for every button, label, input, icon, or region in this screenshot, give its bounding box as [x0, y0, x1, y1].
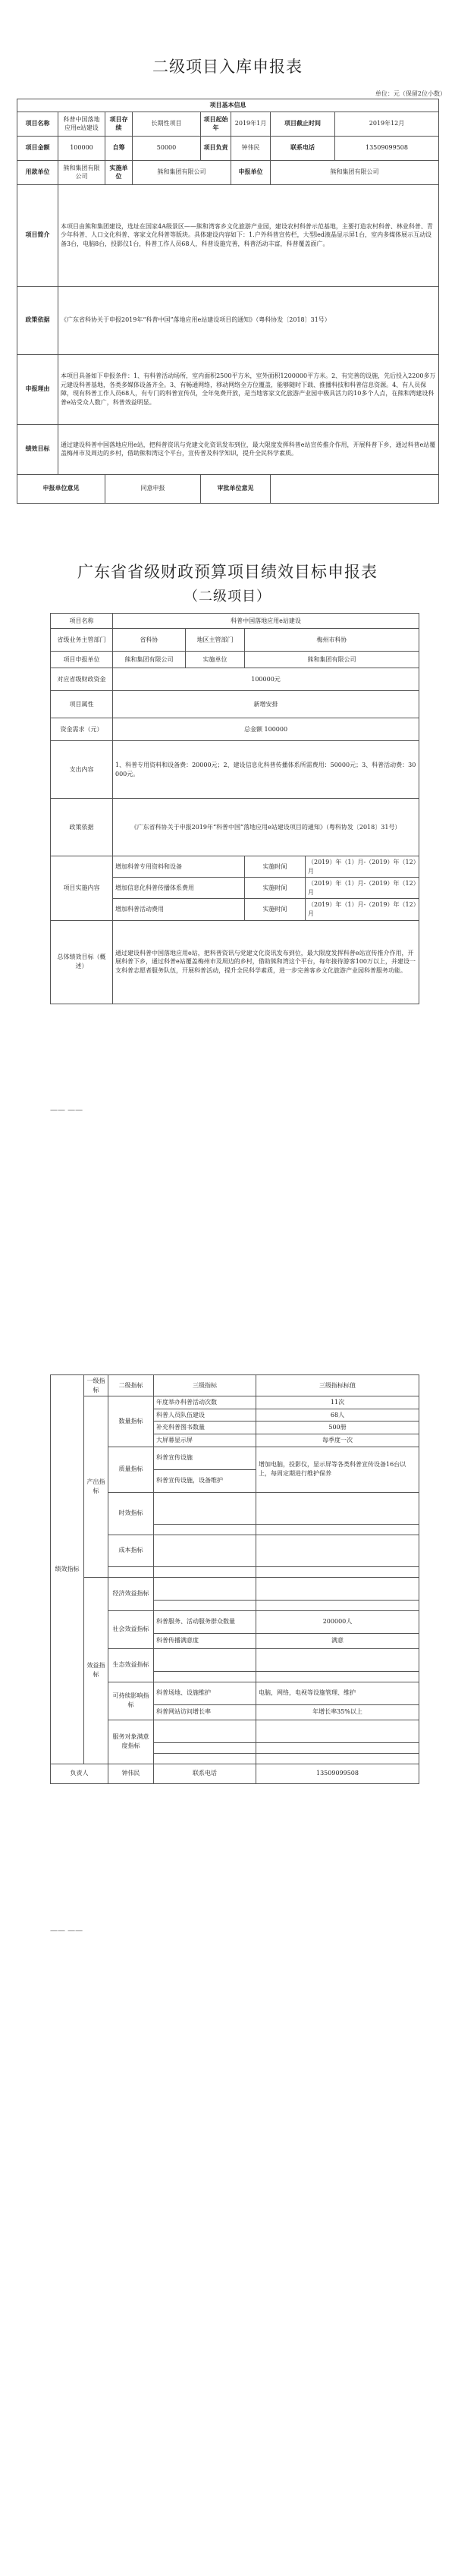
unit-label: 用款单位 [17, 160, 58, 184]
output-label: 产出指标 [84, 1396, 108, 1577]
amount-label: 项目金额 [17, 136, 58, 160]
intro-label: 项目简介 [17, 184, 58, 286]
end-label: 项目截止时间 [271, 112, 335, 136]
indicator-key: 大屏幕显示屏 [154, 1434, 256, 1447]
exec-value: 熊和集团有限公司 [133, 160, 231, 184]
contact-label: 负责人 [51, 1764, 108, 1783]
apply-label: 申报单位 [231, 160, 271, 184]
apply-value: 熊和集团有限公司 [271, 160, 439, 184]
reason-label: 申报理由 [17, 354, 58, 424]
eco-label: 生态效益指标 [108, 1648, 154, 1682]
p2-plan: 100000元 [113, 668, 419, 691]
policy-text: 《广东省科协关于申报2019年“科普中国”落地应用e站建设项目的通知》（粤科协发〔2018〕31号） [58, 286, 439, 354]
col3-header: 三级指标 [154, 1375, 256, 1396]
p2-city: 梅州市科协 [245, 629, 419, 652]
p2-name: 科普中国落地应用e站建设 [113, 614, 419, 629]
exec-label: 实施单位 [105, 160, 133, 184]
phone-label: 联系电话 [271, 136, 335, 160]
project-name: 科普中国落地应用e站建设 [58, 112, 105, 136]
p2-dept-label: 省级业务主管部门 [51, 629, 113, 652]
social-label: 社会效益指标 [108, 1610, 154, 1648]
indicator-key: 科普宣传设施，设备维护 [154, 1469, 256, 1492]
p2-sched-item: 增加科普专用资料和设备 [113, 856, 245, 878]
p2-need: 总金额 100000 [113, 718, 419, 741]
p2-goal: 通过建设科普中国落地应用e站，把科普资讯与党建文化资讯发布到位，最大限度发挥科普e站宣传推介作用，开展科普下乡，通过科普e站覆盖梅州市及周边的乡村，借助熊和湾这个平台，每年接待游客100万以上，并建设一支科普志愿者服务队伍，开展科普活动，提升全民科学素质，进一步完善客乡文化旅游产业园科普服务功能。 [113, 920, 419, 1004]
indicator-key: 科普服务、活动服务群众数量 [154, 1610, 256, 1633]
leader-value: 钟伟民 [231, 136, 271, 160]
self-value: 50000 [133, 136, 201, 160]
indicator-key: 科普网站访问增长率 [154, 1704, 256, 1720]
col2-header: 二级指标 [108, 1375, 154, 1396]
self-label: 自筹 [105, 136, 133, 160]
project-base-table [17, 99, 439, 504]
project-name-label: 项目名称 [17, 112, 58, 136]
reason-text: 本项目具备如下申报条件：1、有科普活动场所，室内面积2500平方米，室外面积1200000平方米。2、有完善的设施，先后投入2200多万元建设科普基地，各类多媒体设备齐全。3、有畅通网络，移动网络全方位覆盖，能够随时下载、推播科技和科普信息资源。4、有人员保障，现有科普工作人员68人，有专门的科普宣传员，全年免费开放，是当地客家文化旅游产业园中极具活力的10多个人点，在熊和湾建设科普e站受众人数广，科普效益明显。 [58, 354, 439, 424]
benefit-label: 效益指标 [84, 1577, 108, 1764]
p2-plan-label: 对应省级财政资金 [51, 668, 113, 691]
p3-phone-label: 联系电话 [154, 1764, 256, 1783]
project-type: 长期性项目 [133, 112, 201, 136]
time-label: 时效指标 [108, 1492, 154, 1535]
col1-header: 一级指标 [84, 1375, 108, 1396]
goal-text: 通过建设科普中国落地应用e站，把科普资讯与党建文化资讯发布到位，最大限度发挥科普e站宣传推介作用，开展科普下乡，通过科普e站覆盖梅州市及周边的乡村，借助熊和湾这个平台，宣传普及科学知识，提升全民科学素质。 [58, 424, 439, 474]
p2-exec: 熊和集团有限公司 [245, 652, 419, 668]
col4-header: 三级指标标值 [256, 1375, 419, 1396]
start-value: 2019年1月 [231, 112, 271, 136]
p2-name-label: 项目名称 [51, 614, 113, 629]
indicator-key: 补充科普图书数量 [154, 1422, 256, 1434]
page-break-mark: —— —— [50, 1106, 83, 1114]
p2-attr-label: 项目属性 [51, 691, 113, 718]
start-label: 项目起始年 [201, 112, 231, 136]
indicator-value: 电脑，网络，电视等设施管理、维护 [256, 1682, 419, 1704]
opinion-label: 申报单位意见 [17, 474, 105, 503]
intro-text: 本项目由熊和集团建设，选址在国家4A级景区——熊和湾客乡文化旅游产业园，建设农村科普示范基地，主要打造农村科普、林业科普、青少年科普、人口文化科普、客家文化科普等版块。具体建设内容如下：1.户外科普宣传栏，大型led液晶显示屏1台，室内多媒体展示互动设备3台，电脑8台，投影仪1台，科普工作人员68人，科普设施完善，科普活动丰富，科普覆盖面广。 [58, 184, 439, 286]
unit-note: 单位：元（保留2位小数） [375, 90, 446, 97]
policy-label: 政策依据 [17, 286, 58, 354]
p2-sched-tlabel: 实施时间 [245, 878, 306, 899]
section-title: 项目基本信息 [17, 99, 439, 112]
qty-label: 数量指标 [108, 1396, 154, 1447]
indicator-key: 科普传播满意度 [154, 1633, 256, 1648]
p2-city-label: 地区主管部门 [186, 629, 245, 652]
p2-unit-label: 项目申报单位 [51, 652, 113, 668]
satis-label: 服务对象满意度指标 [108, 1720, 154, 1764]
p2-sched-time: （2019）年（1）月-（2019）年（12）月 [306, 878, 419, 899]
indicator-key: 科普人员队伍建设 [154, 1409, 256, 1422]
indicator-value: 增加电脑，投影仪，显示屏等各类科普宣传设备16台以上，每周定期进行维护保养 [256, 1447, 419, 1492]
page1-title: 二级项目入库申报表 [152, 58, 303, 76]
performance-goal-table [50, 613, 419, 1004]
p2-sched-time: （2019）年（1）月-（2019）年（12）月 [306, 856, 419, 878]
opinion-value: 同意申报 [105, 474, 201, 503]
cost-label: 成本指标 [108, 1535, 154, 1566]
project-type-label: 项目存续 [105, 112, 133, 136]
indicator-table [50, 1374, 419, 1784]
p3-phone-value: 13509099508 [256, 1764, 419, 1783]
p2-sched-time: （2019）年（1）月-（2019）年（12）月 [306, 899, 419, 920]
econ-label: 经济效益指标 [108, 1577, 154, 1610]
indicator-value: 年增长率35%以上 [256, 1704, 419, 1720]
amount-value: 100000 [58, 136, 105, 160]
side-label: 绩效指标 [51, 1375, 84, 1764]
contact-value: 钟伟民 [108, 1764, 154, 1783]
indicator-key: 年度举办科普活动次数 [154, 1396, 256, 1409]
qual-label: 质量指标 [108, 1447, 154, 1492]
indicator-value: 11次 [256, 1396, 419, 1409]
page2-title: 广东省省级财政预算项目绩效目标申报表 [77, 563, 378, 581]
p2-content: 1、科普专用资料和设备费：20000元；2、建设信息化科普传播体系所需费用：50000元；3、科普活动费：30000元。 [113, 741, 419, 799]
p2-need-label: 资金需求（元） [51, 718, 113, 741]
review-value [271, 474, 439, 503]
p2-attr: 新增安排 [113, 691, 419, 718]
p2-sched-item: 增加科普活动费用 [113, 899, 245, 920]
unit-value: 熊和集团有限公司 [58, 160, 105, 184]
p2-policy-label: 政策依据 [51, 799, 113, 856]
p2-sched-label: 项目实施内容 [51, 856, 113, 921]
indicator-key: 科普场地、设施维护 [154, 1682, 256, 1704]
indicator-value: 68人 [256, 1409, 419, 1422]
p2-content-label: 支出内容 [51, 741, 113, 799]
page2-subtitle: （二级项目） [184, 589, 271, 605]
p2-sched-tlabel: 实施时间 [245, 856, 306, 878]
review-label: 审批单位意见 [201, 474, 271, 503]
indicator-value: 200000人 [256, 1610, 419, 1633]
p2-sched-item: 增加信息化科普传播体系费用 [113, 878, 245, 899]
page-break-mark: —— —— [50, 1927, 83, 1935]
indicator-value: 500册 [256, 1422, 419, 1434]
indicator-key: 科普宣传设施 [154, 1447, 256, 1469]
leader-label: 项目负责 [201, 136, 231, 160]
p2-unit: 熊和集团有限公司 [113, 652, 186, 668]
end-value: 2019年12月 [335, 112, 439, 136]
goal-label: 绩效目标 [17, 424, 58, 474]
sust-label: 可持续影响指标 [108, 1682, 154, 1720]
p2-exec-label: 实施单位 [186, 652, 245, 668]
p2-policy: 《广东省科协关于申报2019年“科普中国”落地应用e站建设项目的通知》（粤科协发〔2018〕31号） [113, 799, 419, 856]
p2-goal-label: 总体绩效目标（概述） [51, 920, 113, 1004]
indicator-value: 满意 [256, 1633, 419, 1648]
p2-sched-tlabel: 实施时间 [245, 899, 306, 920]
indicator-value: 每季度一次 [256, 1434, 419, 1447]
p2-dept: 省科协 [113, 629, 186, 652]
phone-value: 13509099508 [335, 136, 439, 160]
